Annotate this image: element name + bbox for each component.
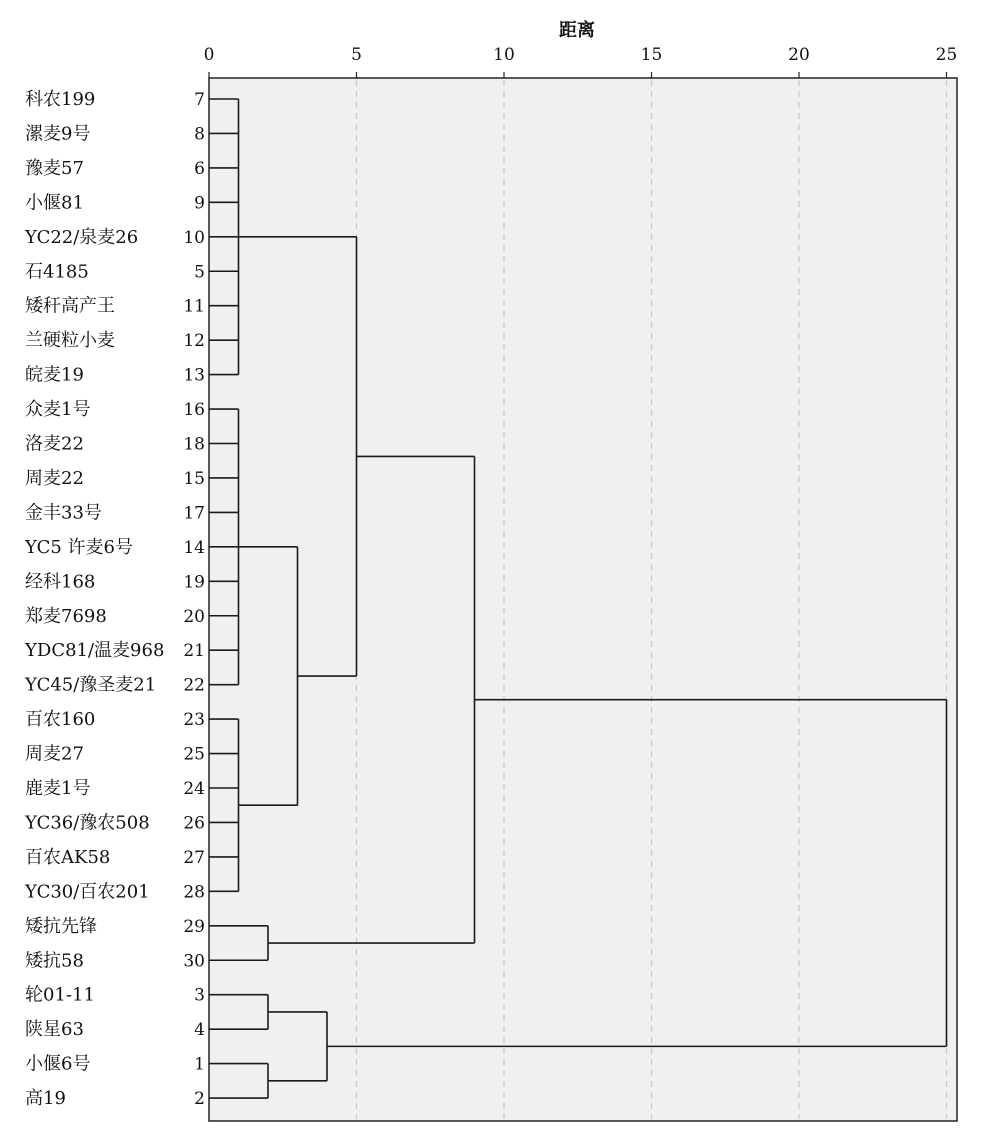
leaf-name: YC5 许麦6号 bbox=[25, 536, 133, 558]
leaf-id: 16 bbox=[183, 400, 205, 421]
leaf-id: 28 bbox=[183, 882, 205, 903]
x-tick-label-15: 15 bbox=[640, 45, 663, 65]
leaf-id: 15 bbox=[183, 468, 205, 489]
leaf-id: 4 bbox=[194, 1020, 205, 1041]
leaf-name: 石4185 bbox=[25, 261, 89, 283]
leaf-name: 经科168 bbox=[25, 571, 96, 593]
leaf-id: 6 bbox=[194, 158, 205, 179]
leaf-name: 豫麦57 bbox=[25, 157, 84, 179]
leaf-name: 矮秆高产王 bbox=[25, 295, 115, 317]
leaf-id: 13 bbox=[183, 365, 205, 386]
leaf-name: 皖麦19 bbox=[25, 364, 84, 386]
leaf-name: 周麦27 bbox=[25, 743, 84, 765]
leaf-id: 27 bbox=[183, 847, 205, 868]
leaf-name: YC30/百农201 bbox=[25, 881, 150, 903]
leaf-name: YC36/豫农508 bbox=[25, 812, 150, 834]
x-tick-label-10: 10 bbox=[493, 45, 515, 65]
leaf-id: 1 bbox=[194, 1054, 205, 1075]
leaf-id: 8 bbox=[194, 124, 205, 145]
leaf-id: 26 bbox=[183, 813, 205, 834]
x-axis-ticks bbox=[204, 45, 958, 78]
leaf-id: 22 bbox=[183, 675, 205, 696]
leaf-id: 18 bbox=[183, 434, 205, 455]
leaf-id: 14 bbox=[183, 537, 205, 558]
leaf-id: 30 bbox=[183, 951, 205, 972]
leaf-name: 高19 bbox=[25, 1088, 66, 1110]
x-axis-title: 距离 bbox=[559, 20, 595, 41]
leaf-id: 23 bbox=[183, 710, 205, 731]
leaf-id: 20 bbox=[183, 606, 205, 627]
leaf-name: 百农AK58 bbox=[25, 846, 111, 868]
leaf-name: 百农160 bbox=[25, 709, 96, 731]
leaf-id: 7 bbox=[194, 90, 205, 110]
x-tick-label-5: 5 bbox=[351, 45, 362, 65]
leaf-name: 小偃81 bbox=[25, 192, 84, 214]
leaf-id: 2 bbox=[194, 1089, 205, 1110]
leaf-name: 科农199 bbox=[25, 89, 96, 110]
leaf-name: 鹿麦1号 bbox=[25, 778, 91, 799]
leaf-id: 11 bbox=[183, 296, 205, 317]
leaf-name: YC45/豫圣麦21 bbox=[25, 674, 157, 696]
leaf-id: 10 bbox=[183, 227, 205, 248]
leaf-name: 郑麦7698 bbox=[25, 605, 107, 627]
leaf-name: 金丰33号 bbox=[25, 502, 102, 524]
leaf-name: YDC81/温麦968 bbox=[25, 640, 165, 662]
leaf-name: 周麦22 bbox=[25, 467, 84, 489]
leaf-id: 3 bbox=[194, 985, 205, 1006]
x-tick-label-0: 0 bbox=[203, 45, 215, 65]
leaf-id: 19 bbox=[183, 572, 205, 593]
leaf-name: 小偃6号 bbox=[25, 1053, 91, 1075]
leaf-id: 21 bbox=[183, 641, 205, 662]
leaf-name: 矮抗58 bbox=[25, 950, 84, 972]
leaf-id: 5 bbox=[194, 262, 205, 283]
leaf-id: 12 bbox=[183, 331, 205, 352]
x-tick-label-25: 25 bbox=[935, 45, 958, 65]
leaf-id: 24 bbox=[183, 779, 205, 799]
x-tick-label-20: 20 bbox=[788, 45, 810, 65]
leaf-name: 洛麦22 bbox=[25, 433, 84, 455]
leaf-id: 29 bbox=[183, 916, 205, 937]
leaf-id: 17 bbox=[183, 503, 205, 524]
leaf-id: 9 bbox=[194, 193, 205, 214]
leaf-name: 兰硬粒小麦 bbox=[25, 330, 115, 352]
leaf-name: 众麦1号 bbox=[25, 399, 91, 421]
leaf-id: 25 bbox=[183, 744, 205, 765]
plot-area bbox=[209, 78, 957, 1121]
leaf-labels bbox=[24, 89, 205, 1109]
leaf-name: YC22/泉麦26 bbox=[25, 226, 139, 248]
leaf-name: 矮抗先锋 bbox=[25, 915, 97, 937]
leaf-name: 陕星63 bbox=[25, 1019, 84, 1041]
leaf-name: 漯麦9号 bbox=[25, 123, 91, 145]
leaf-name: 轮01-11 bbox=[25, 984, 95, 1006]
